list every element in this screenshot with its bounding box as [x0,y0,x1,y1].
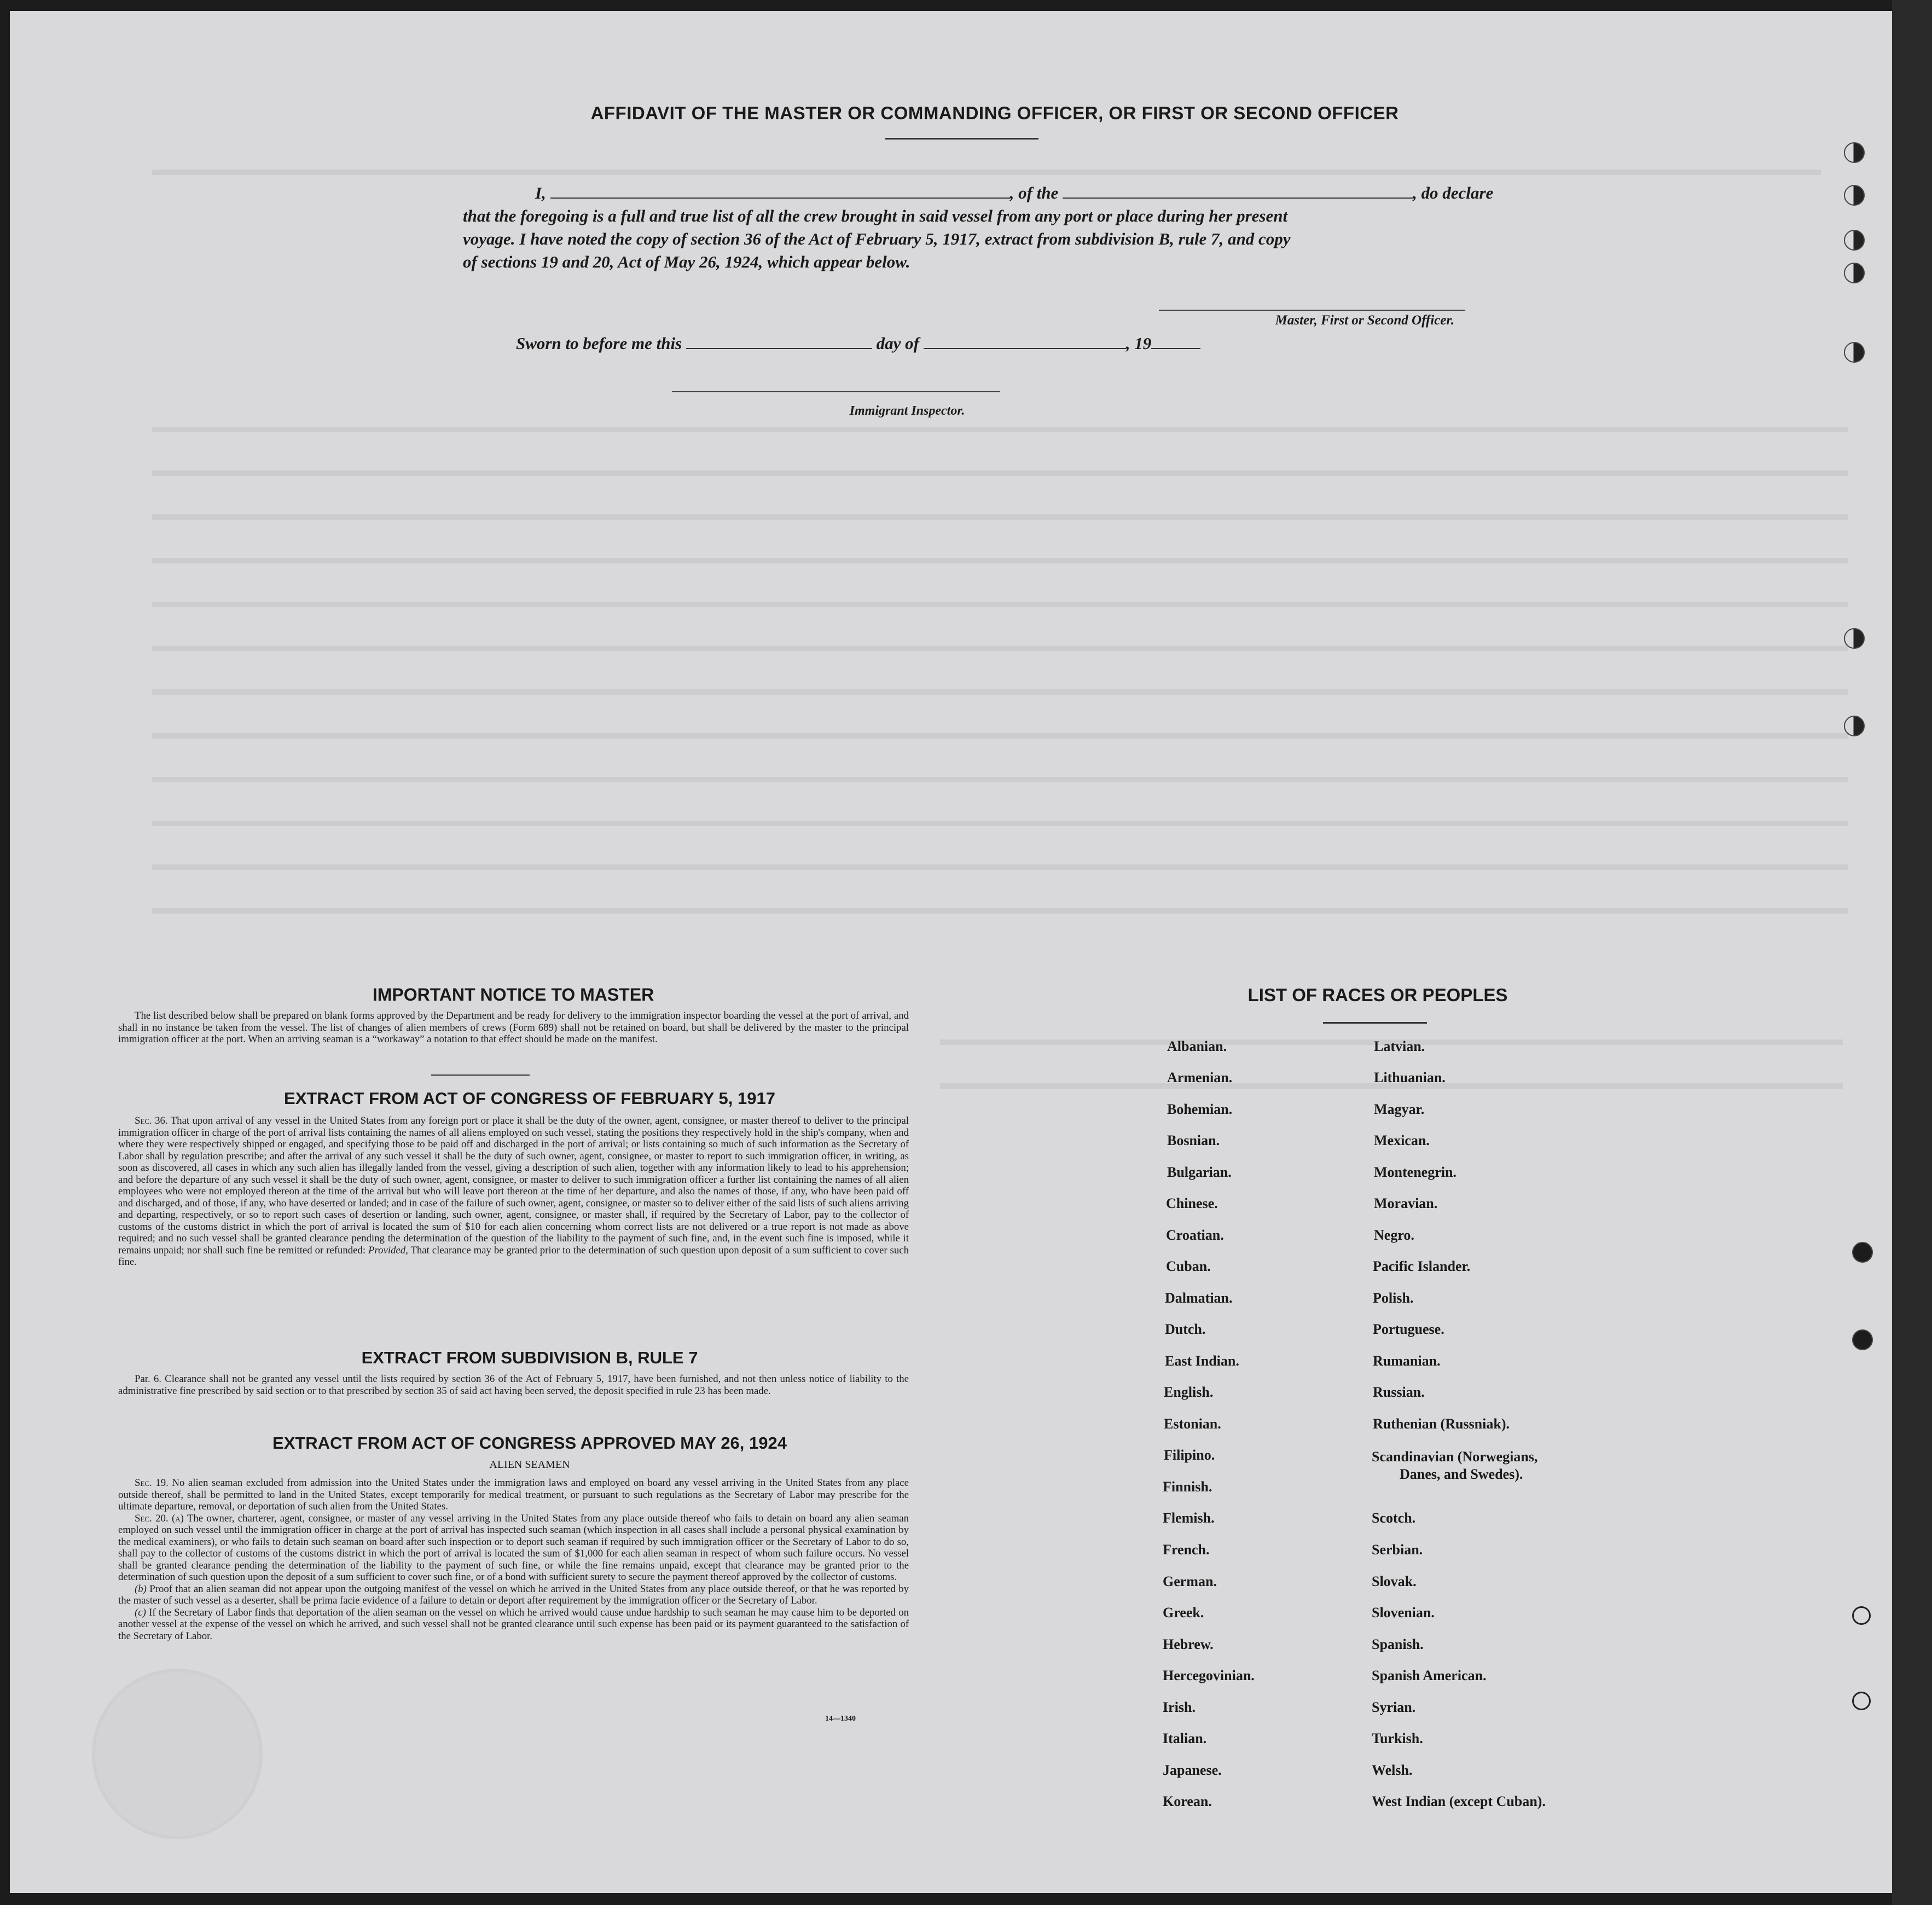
race-item: Croatian. [1166,1227,1224,1243]
sec-20c-label: (c) [135,1606,146,1618]
race-item: Korean. [1163,1793,1212,1809]
races-title: LIST OF RACES OR PEOPLES [1248,985,1508,1005]
bleed-through-row [152,471,1848,476]
race-item: Dalmatian. [1165,1290,1233,1306]
race-item: Montenegrin. [1374,1164,1457,1180]
rule-7-paragraph: Par. 6. Clearance shall not be granted any vessel until the lists required by section 36 of the Act of February 5, 1917, have been furnished, and not then unless notice of liability to the administrative fine prescribed by said section or to that prescribed by section 35 of said act having been served, the deposit specified in rule 23 has been made. [118,1373,909,1397]
race-item: Dutch. [1165,1321,1206,1337]
extract-1917-title: EXTRACT FROM ACT OF CONGRESS OF FEBRUARY 5, 1917 [284,1089,775,1108]
sworn-day-blank[interactable] [686,336,872,349]
binder-hole [1852,1606,1871,1625]
race-item: Welsh. [1372,1762,1413,1778]
form-number: 14—1340 [825,1715,856,1723]
race-item: Scandinavian (Norwegians, [1372,1449,1538,1465]
extract-1924-title: EXTRACT FROM ACT OF CONGRESS APPROVED MAY 26, 1924 [272,1433,787,1453]
sworn-label: Sworn to before me this [516,334,682,353]
rule-7-title: EXTRACT FROM SUBDIVISION B, RULE 7 [361,1348,698,1367]
race-item: Serbian. [1372,1542,1423,1558]
race-item: Moravian. [1374,1195,1438,1211]
bleed-through-row [152,646,1848,651]
master-signature-label: Master, First or Second Officer. [1275,313,1454,328]
race-item: Latvian. [1374,1038,1425,1054]
race-item: Flemish. [1163,1510,1215,1526]
provided-label: Provided, [368,1244,408,1256]
faded-seal-stamp [92,1669,263,1839]
race-item: German. [1163,1573,1217,1589]
race-item: East Indian. [1165,1353,1239,1369]
race-item: Irish. [1163,1699,1196,1715]
sec-20b-paragraph [118,1583,909,1607]
title-rule [885,138,1038,140]
sworn-year-blank[interactable] [1151,336,1200,349]
race-item: Hercegovinian. [1163,1668,1255,1683]
race-item: Pacific Islander. [1373,1258,1471,1274]
race-item: Syrian. [1372,1699,1416,1715]
rule-7-text [118,1373,909,1397]
bleed-through-row [152,170,1821,175]
notice-paragraph: The list described below shall be prepared on blank forms approved by the Department and be ready for delivery to the immigration inspector boarding the vessel at the port of arrival, and shall in no instance be taken from the vessel. The list of changes of alien members of crews (Form 689) shall not be retained on board, but shall be delivered by the master to the principal immigration officer at the port. When an arriving seaman is a “workaway” a notation to that effect should be made on the manifest. [118,1010,909,1045]
declaration-line-1 [535,183,1493,203]
bleed-through-row [152,864,1848,870]
race-item: Russian. [1373,1384,1425,1400]
sec-19-label: Sec. 19. [135,1477,169,1489]
sec-20a-text: The owner, charterer, agent, consignee, or master of any vessel arriving in the United States from any place outside thereof who fails to detain on board any alien seaman employed on such vessel until the immigration officer in charge at the port of arrival has inspected such seaman (which inspection in all cases shall include a personal physical examination by the medical examiners), or who fails to detain such seaman on board after such inspection or to deport such seaman if required by such immigration officer or the Secretary of Labor to do so, shall pay to the collector of customs of the customs district in which the port of arrival is located the sum of $1,000 for each alien seaman in respect of whom such failure occurs. No vessel shall be granted clearance pending the determination of the liability to the payment of such fine, or while the fine remains unpaid, except that clearance may be granted prior to the determination of such question upon the deposit of a sum sufficient to cover such fine, or of a bond with sufficient surety to secure the payment thereof approved by the collector of customs. [118,1512,909,1583]
binder-hole [1844,230,1865,251]
binder-hole [1844,142,1865,163]
race-item: English. [1164,1384,1214,1400]
document-sheet [10,11,1892,1893]
bleed-through-row [152,689,1848,695]
bleed-through-row [152,602,1848,607]
sec-20a-paragraph [118,1513,909,1583]
race-item: Spanish. [1372,1636,1424,1652]
race-item: Negro. [1374,1227,1414,1243]
race-item: Turkish. [1372,1730,1423,1746]
binder-hole [1852,1242,1873,1263]
sec-20c-paragraph [118,1607,909,1642]
sec-20c-text: If the Secretary of Labor finds that deportation of the alien seaman on the vessel on which he arrived would cause undue hardship to such seaman he may cause him to be deported on another vessel at the expense of the vessel on which he arrived, and such vessel shall not be granted clearance until such expense has been paid or its payment guaranteed to the satisfaction of the Secretary of Labor. [118,1606,909,1642]
day-of-label: day of [876,334,919,353]
race-item: Spanish American. [1372,1668,1487,1683]
inspector-label: Immigrant Inspector. [849,404,965,418]
sec-19-text: No alien seaman excluded from admission into the United States under the immigration laws and employed on board any vessel arriving in the United States from any place outside thereof, shall be permitted to land in the United States, except temporarily for medical treatment, or pursuant to such regulations as the Secretary of Labor may prescribe for the ultimate departure, removal, or deportation of such alien from the United States. [118,1477,909,1512]
race-item: Greek. [1163,1605,1204,1621]
race-item: West Indian (except Cuban). [1372,1793,1546,1809]
race-item: Slovak. [1372,1573,1417,1589]
declaration-line-4: of sections 19 and 20, Act of May 26, 1924, which appear below. [463,252,910,271]
declaration-line-3: voyage. I have noted the copy of section 36 of the Act of February 5, 1917, extract from subdivision B, rule 7, and copy [463,229,1291,248]
do-declare-label: , do declare [1413,183,1494,202]
alien-seamen-subtitle: ALIEN SEAMEN [489,1459,570,1471]
race-item: Polish. [1373,1290,1414,1306]
race-item: Filipino. [1164,1447,1215,1463]
section-rule [431,1075,530,1076]
race-item: Lithuanian. [1374,1070,1446,1085]
notice-title: IMPORTANT NOTICE TO MASTER [372,985,654,1004]
race-item: Armenian. [1167,1070,1233,1085]
race-item: Estonian. [1164,1416,1221,1432]
bleed-through-row [152,733,1848,739]
race-item: Italian. [1163,1730,1207,1746]
extract-1917-text [118,1115,909,1268]
declarant-name-blank[interactable] [550,185,1010,199]
declaration-line-2: that the foregoing is a full and true list of all the crew brought in said vessel from any port or place during her present [463,206,1288,225]
sworn-month-blank[interactable] [924,336,1126,349]
vessel-name-blank[interactable] [1063,185,1413,199]
bleed-through-row [152,821,1848,826]
race-item: Portuguese. [1373,1321,1444,1337]
binder-hole [1844,342,1865,363]
year-prefix-label: , 19 [1125,334,1152,353]
of-the-label: , of the [1009,183,1059,202]
sec-20b-label: (b) [135,1583,147,1595]
race-item: Japanese. [1163,1762,1222,1778]
race-item: Mexican. [1374,1132,1430,1148]
extract-1924-text [118,1477,909,1642]
sworn-line [516,334,1200,353]
race-item: Rumanian. [1373,1353,1441,1369]
notice-text [118,1010,909,1046]
sec-36-paragraph [118,1115,909,1268]
race-item: Albanian. [1167,1038,1227,1054]
race-item-continuation: Danes, and Swedes). [1400,1466,1523,1482]
bleed-through-row [152,908,1848,914]
sec-20b-text: Proof that an alien seaman did not appear upon the outgoing manifest of the vessel on which he arrived in the United States from any place outside thereof, or that he was reported by the master of such vessel as a deserter, shall be prima facie evidence of a failure to detain or deport after requirement by the immigration officer or the Secretary of Labor. [118,1583,909,1606]
race-item: Bohemian. [1167,1101,1233,1117]
race-item: Ruthenian (Russniak). [1373,1416,1510,1432]
bleed-through-row [152,777,1848,782]
bleed-through-row [152,427,1848,432]
race-item: Bosnian. [1167,1132,1220,1148]
binder-hole [1844,263,1865,283]
bleed-through-row [152,558,1848,564]
race-item: Hebrew. [1163,1636,1214,1652]
scan-edge [1892,0,1932,1905]
sec-19-paragraph [118,1477,909,1513]
binder-hole [1844,628,1865,649]
inspector-signature-line[interactable] [672,391,1000,392]
sec-36-label: Sec. 36. [135,1115,168,1126]
binder-hole [1844,185,1865,206]
race-item: French. [1163,1542,1210,1558]
race-item: Bulgarian. [1167,1164,1232,1180]
binder-hole [1852,1692,1871,1710]
sec-20a-label: Sec. 20. (a) [135,1512,184,1524]
race-item: Finnish. [1163,1479,1212,1495]
races-title-rule [1323,1022,1427,1024]
race-item: Scotch. [1372,1510,1416,1526]
provided-text: That clearance may be granted prior to the determination of such question upon deposit of a sum sufficient to cover such fine. [118,1244,909,1268]
bleed-through-row [152,514,1848,520]
declarant-prefix: I, [535,183,546,202]
race-item: Chinese. [1166,1195,1218,1211]
race-item: Magyar. [1374,1101,1425,1117]
binder-hole [1844,716,1865,736]
race-item: Slovenian. [1372,1605,1435,1621]
master-signature-line[interactable] [1159,310,1465,311]
race-item: Cuban. [1166,1258,1211,1274]
affidavit-title: AFFIDAVIT OF THE MASTER OR COMMANDING OFFICER, OR FIRST OR SECOND OFFICER [590,103,1399,123]
binder-hole [1852,1329,1873,1350]
sec-36-text: That upon arrival of any vessel in the United States from any foreign port or place it shall be the duty of the owner, agent, consignee, or master thereof to deliver to the principal immigration officer in charge of the port of arrival lists containing the names of all aliens employed on such vessel, stating the positions they respectively hold in the ship's company, when and where they were respectively shipped or engaged, and specifying those to be paid off and discharged in the port of arrival; or lists containing so much of such information as the Secretary of Labor shall by regulation prescribe; and after the arrival of any such vessel it shall be the duty of such owner, agent, consignee, or master to report to such immigration officer, in writing, as soon as discovered, all cases in which any such alien has illegally landed from the vessel, giving a description of such alien, together with any information likely to lead to his apprehension; and before the departure of any such vessel it shall be the duty of such owner, agent, consignee, or master to deliver to such immigration officer a further list containing the names of all alien employees who were not employed thereon at the time of the arrival but who will leave port thereon at the time of her departure, and also the names of those, if any, who have been paid off and discharged, and of those, if any, who have deserted or landed; and in case of the failure of such owner, agent, consignee, or master so to deliver either of the said lists of such aliens arriving and departing, respectively, or so to report such cases of desertion or landing, such owner, agent, consignee, or master shall, if required by the Secretary of Labor, pay to the collector of customs of the customs district in which the port of arrival is located the sum of $10 for each alien concerning whom correct lists are not delivered or a true report is not made as above required; and no such vessel shall be granted clearance pending the determination of the question of the liability to the payment of such fine, and, in the event such fine is imposed, while it remains unpaid; nor shall such fine be remitted or refunded: [118,1115,909,1256]
